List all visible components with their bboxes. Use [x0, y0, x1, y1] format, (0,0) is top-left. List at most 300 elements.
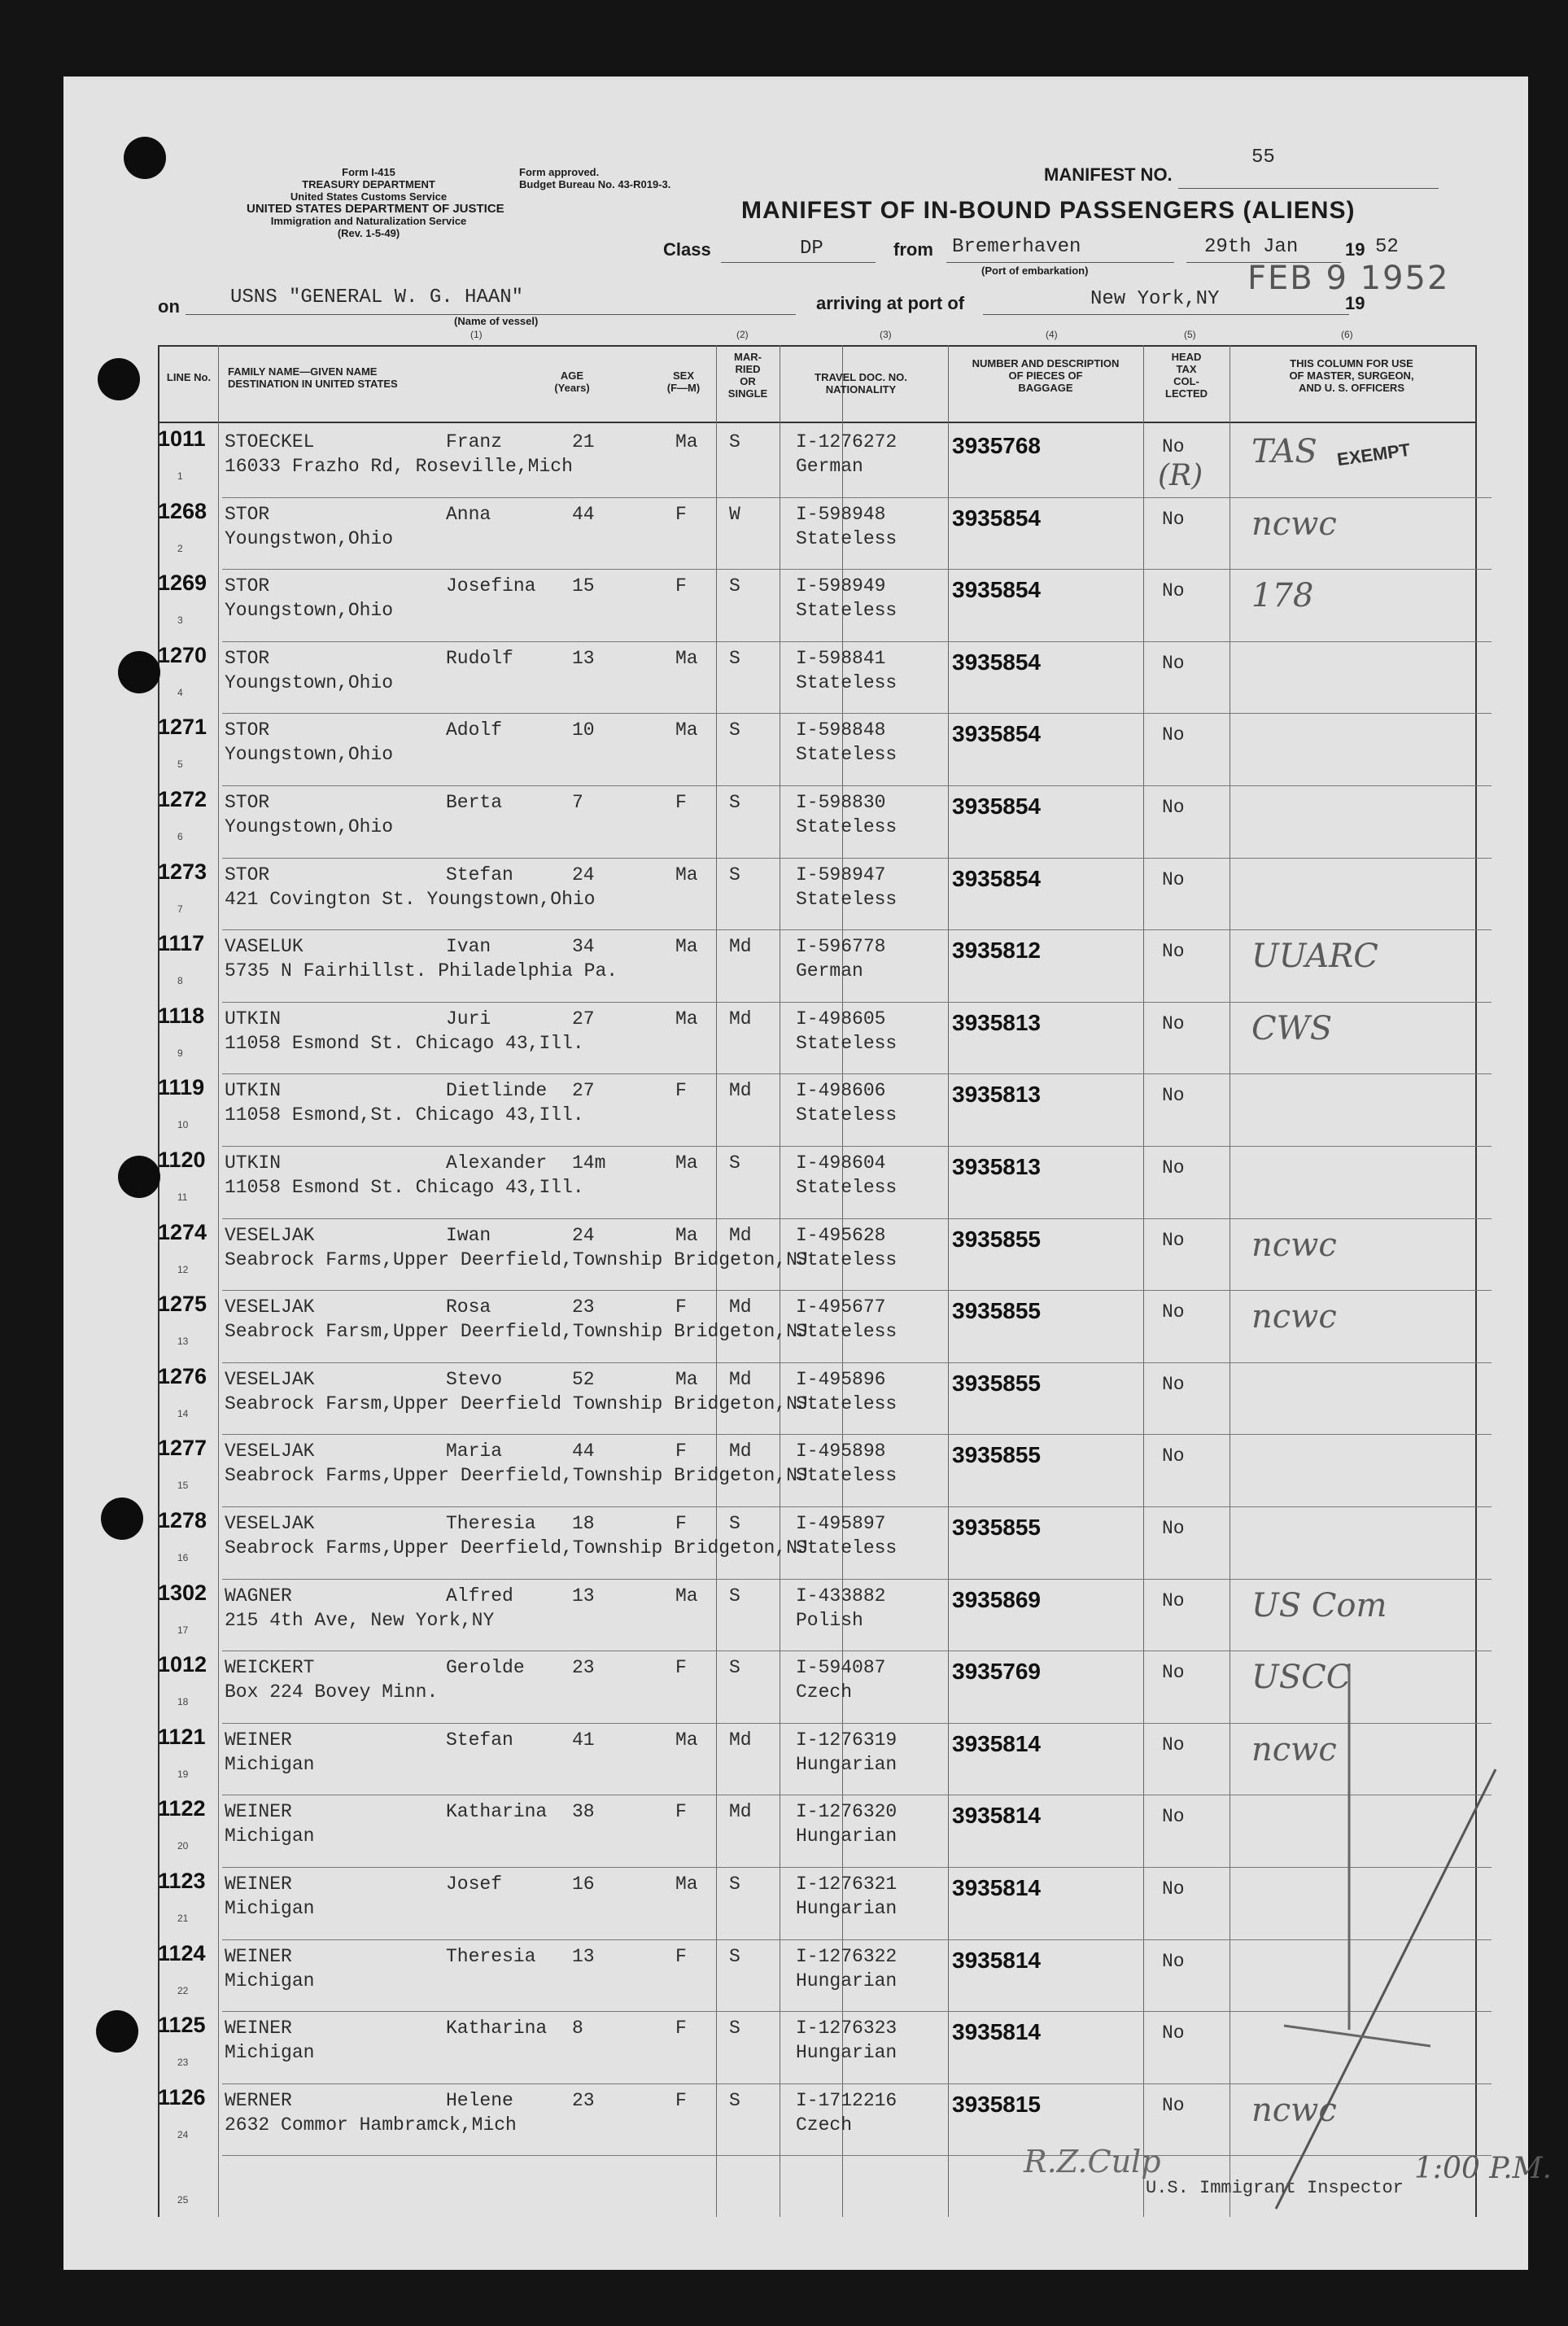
age-value: 13: [572, 1945, 595, 1967]
nationality: Czech: [796, 1681, 853, 1703]
binder-hole: [101, 1497, 143, 1540]
age-value: 23: [572, 1657, 595, 1679]
officer-remark: USCC: [1251, 1659, 1352, 1697]
given-name: Iwan: [446, 1224, 491, 1246]
line-number: 1273: [158, 859, 207, 884]
marital-status: Md: [729, 1296, 752, 1318]
destination: Youngstown,Ohio: [225, 600, 394, 622]
arrival-date-stamp: FEB 9 1952: [1247, 260, 1450, 297]
travel-doc-number: I-1276321: [796, 1873, 898, 1895]
family-name: STOR: [225, 647, 270, 669]
family-name: VESELJAK: [225, 1513, 315, 1534]
travel-doc-number: I-1276320: [796, 1801, 898, 1823]
customs-label: United States Customs Service: [290, 190, 448, 203]
row-number: 10: [177, 1119, 189, 1131]
age-value: 23: [572, 1296, 595, 1318]
travel-doc-number: I-1276323: [796, 2018, 898, 2040]
pencil-marks: [63, 77, 1528, 2270]
age-value: 52: [572, 1368, 595, 1390]
line-number: 1302: [158, 1580, 207, 1605]
marital-status: S: [729, 719, 740, 741]
family-name: STOR: [225, 864, 270, 885]
marital-status: Md: [729, 1441, 752, 1462]
line-number: 1275: [158, 1292, 207, 1317]
given-name: Ivan: [446, 936, 491, 958]
destination: 421 Covington St. Youngstown,Ohio: [225, 888, 596, 910]
line-number: 1270: [158, 642, 207, 667]
family-name: WEINER: [225, 1873, 292, 1895]
marital-status: Md: [729, 1729, 752, 1751]
destination: Seabrock Farsm,Upper Deerfield Township Bridgeton,NJ: [225, 1393, 809, 1414]
marital-status: S: [729, 1585, 740, 1607]
marital-status: S: [729, 1513, 740, 1534]
head-tax-value: No: [1162, 1662, 1185, 1684]
sex-value: Ma: [675, 1585, 698, 1607]
baggage-number: 3935768: [952, 433, 1042, 458]
on-label: on: [158, 296, 180, 317]
travel-doc-number: I-495896: [796, 1368, 886, 1390]
nationality: Stateless: [796, 671, 898, 693]
age-value: 7: [572, 792, 583, 813]
sex-value: Ma: [675, 936, 698, 958]
age-value: 18: [572, 1513, 595, 1534]
destination: Seabrock Farsm,Upper Deerfield,Township Bridgeton,NJ: [225, 1321, 809, 1343]
travel-doc-number: I-433882: [796, 1585, 886, 1607]
family-name: WEINER: [225, 2018, 292, 2040]
line-number: 1268: [158, 498, 207, 523]
officer-remark: TAS: [1251, 433, 1317, 470]
marital-status: Md: [729, 1008, 752, 1030]
binder-hole: [118, 651, 160, 693]
nationality: Polish: [796, 1609, 863, 1631]
age-value: 27: [572, 1080, 595, 1102]
destination: 11058 Esmond,St. Chicago 43,Ill.: [225, 1104, 584, 1126]
travel-doc-number: I-598841: [796, 647, 886, 669]
line-number: 1124: [158, 1940, 206, 1965]
head-tax-value: No: [1162, 1589, 1185, 1611]
head-tax-value: No: [1162, 1085, 1185, 1107]
row-number: 23: [177, 2057, 189, 2069]
nationality: Stateless: [796, 1248, 898, 1270]
row-number: 11: [177, 1191, 188, 1203]
family-name: STOR: [225, 503, 270, 525]
head-tax-value: No: [1162, 1734, 1185, 1755]
line-number: 1123: [158, 1869, 206, 1893]
row-number: 21: [177, 1913, 189, 1924]
head-tax-value: No: [1162, 1878, 1185, 1900]
baggage-number: 3935854: [952, 505, 1042, 531]
line-number: 1125: [158, 2013, 206, 2038]
travel-doc-number: I-495677: [796, 1296, 886, 1318]
arrival-port-value: New York,NY: [1090, 288, 1220, 310]
given-name: Maria: [446, 1441, 503, 1462]
line-number: 1122: [158, 1796, 206, 1821]
family-name: STOR: [225, 575, 270, 597]
head-tax-value: No: [1162, 724, 1185, 746]
header-officers: THIS COLUMN FOR USE OF MASTER, SURGEON, AND U. S. OFFICERS: [1289, 357, 1414, 394]
officer-remark: UUARC: [1251, 938, 1378, 976]
sex-value: F: [675, 1801, 687, 1823]
age-value: 44: [572, 503, 595, 525]
age-value: 24: [572, 1224, 595, 1246]
from-label: from: [893, 239, 933, 260]
class-label: Class: [663, 239, 711, 260]
family-name: UTKIN: [225, 1080, 282, 1102]
nationality: German: [796, 456, 863, 477]
marital-status: S: [729, 864, 740, 885]
row-number: 19: [177, 1768, 189, 1780]
nationality: Stateless: [796, 1393, 898, 1414]
nationality: Hungarian: [796, 1970, 898, 1992]
family-name: WEINER: [225, 1729, 292, 1751]
head-tax-value: No: [1162, 868, 1185, 890]
manifest-no-value: 55: [1251, 146, 1275, 168]
officer-remark: ncwc: [1251, 505, 1337, 543]
manifest-title: MANIFEST OF IN-BOUND PASSENGERS (ALIENS): [741, 197, 1356, 224]
sex-value: Ma: [675, 1008, 698, 1030]
inspector-label: U.S. Immigrant Inspector: [1146, 2178, 1404, 2198]
marital-status: S: [729, 575, 740, 597]
row-number: 9: [177, 1047, 183, 1059]
age-value: 13: [572, 1585, 595, 1607]
age-value: 44: [572, 1441, 595, 1462]
treasury-label: TREASURY DEPARTMENT: [302, 178, 435, 190]
family-name: WEICKERT: [225, 1657, 315, 1679]
marital-status: S: [729, 1152, 740, 1174]
destination: Michigan: [225, 1970, 315, 1992]
given-name: Berta: [446, 792, 503, 813]
destination: Michigan: [225, 1898, 315, 1919]
age-value: 23: [572, 2089, 595, 2111]
given-name: Gerolde: [446, 1657, 525, 1679]
family-name: UTKIN: [225, 1152, 282, 1174]
row-number: 24: [177, 2128, 189, 2140]
header-age: AGE (Years): [554, 369, 590, 394]
row-number: 4: [177, 686, 183, 698]
nationality: Stateless: [796, 888, 898, 910]
nationality: Stateless: [796, 600, 898, 622]
manifest-no-label: MANIFEST NO.: [1044, 164, 1173, 185]
line-number: 1269: [158, 571, 207, 596]
marital-status: S: [729, 792, 740, 813]
sex-value: F: [675, 1513, 687, 1534]
head-tax-value: No: [1162, 1157, 1185, 1178]
baggage-number: 3935854: [952, 794, 1042, 819]
destination: 5735 N Fairhillst. Philadelphia Pa.: [225, 960, 618, 982]
given-name: Rosa: [446, 1296, 491, 1318]
marital-status: W: [729, 503, 740, 525]
head-tax-value: No: [1162, 1806, 1185, 1828]
officer-remark: CWS: [1251, 1009, 1333, 1047]
officer-remark: 178: [1251, 577, 1314, 615]
baggage-number: 3935855: [952, 1370, 1042, 1396]
head-tax-value: No: [1162, 1301, 1185, 1323]
family-name: VASELUK: [225, 936, 304, 958]
given-name: Josef: [446, 1873, 503, 1895]
header-head-tax: HEAD TAX COL- LECTED: [1165, 351, 1208, 400]
pencil-diagonal-stroke: [1276, 1769, 1496, 2209]
form-number: Form I-415: [342, 166, 395, 178]
header-travel-doc: TRAVEL DOC. NO. NATIONALITY: [815, 371, 907, 396]
destination: Seabrock Farms,Upper Deerfield,Township Bridgeton,NJ: [225, 1537, 809, 1559]
destination: Seabrock Farms,Upper Deerfield,Township Bridgeton,NJ: [225, 1248, 809, 1270]
binder-hole: [118, 1156, 160, 1198]
travel-doc-number: I-495897: [796, 1513, 886, 1534]
head-tax-value: No: [1162, 2022, 1185, 2044]
baggage-number: 3935814: [952, 1730, 1042, 1756]
nationality: Stateless: [796, 1537, 898, 1559]
given-name: Alfred: [446, 1585, 513, 1607]
baggage-number: 3935854: [952, 577, 1042, 603]
sex-value: Ma: [675, 864, 698, 885]
line-number: 1277: [158, 1436, 207, 1461]
sex-value: F: [675, 575, 687, 597]
justice-label: UNITED STATES DEPARTMENT OF JUSTICE: [247, 202, 504, 216]
family-name: WEINER: [225, 1801, 292, 1823]
head-tax-value: No: [1162, 1950, 1185, 1972]
line-number: 1271: [158, 715, 207, 740]
destination: Michigan: [225, 2042, 315, 2064]
date-value: 29th Jan: [1204, 236, 1299, 258]
family-name: VESELJAK: [225, 1296, 315, 1318]
given-name: Helene: [446, 2089, 513, 2111]
nationality: Stateless: [796, 1177, 898, 1198]
age-value: 27: [572, 1008, 595, 1030]
nationality: Stateless: [796, 1032, 898, 1054]
sex-value: F: [675, 792, 687, 813]
head-tax-value: No: [1162, 1012, 1185, 1034]
nationality: Stateless: [796, 527, 898, 549]
officer-remark: US Com: [1251, 1586, 1387, 1624]
row-number: 13: [177, 1336, 189, 1348]
given-name: Stefan: [446, 1729, 513, 1751]
nationality: German: [796, 960, 863, 982]
travel-doc-number: I-1276272: [796, 431, 898, 453]
destination: Youngstown,Ohio: [225, 744, 394, 766]
nationality: Hungarian: [796, 2042, 898, 2064]
line-number: 1117: [158, 931, 205, 956]
line-number: 1119: [158, 1075, 205, 1100]
age-value: 13: [572, 647, 595, 669]
year-prefix-2: 19: [1345, 293, 1365, 313]
head-tax-value: No: [1162, 652, 1185, 674]
sex-value: F: [675, 2018, 687, 2040]
baggage-number: 3935854: [952, 721, 1042, 747]
destination: 2632 Commor Hambramck,Mich: [225, 2114, 517, 2136]
travel-doc-number: I-598948: [796, 503, 886, 525]
given-name: Anna: [446, 503, 491, 525]
manifest-sheet: [63, 77, 1552, 2270]
baggage-number: 3935854: [952, 865, 1042, 891]
marital-status: Md: [729, 936, 752, 958]
baggage-number: 3935815: [952, 2091, 1042, 2117]
row-number: 12: [177, 1263, 189, 1275]
baggage-number: 3935814: [952, 1947, 1042, 1973]
destination: Seabrock Farms,Upper Deerfield,Township Bridgeton,NJ: [225, 1465, 809, 1487]
given-name: Stefan: [446, 864, 513, 885]
baggage-number: 3935769: [952, 1659, 1042, 1685]
given-name: Dietlinde: [446, 1080, 548, 1102]
ins-label: Immigration and Naturalization Service: [270, 215, 467, 227]
travel-doc-number: I-1276322: [796, 1945, 898, 1967]
line-number: 1274: [158, 1219, 207, 1244]
year-prefix: 19: [1345, 239, 1365, 260]
col-num-4: (4): [1046, 329, 1058, 340]
travel-doc-number: I-1276319: [796, 1729, 898, 1751]
given-name: Josefina: [446, 575, 536, 597]
officer-remark: ncwc: [1251, 1298, 1337, 1336]
sex-value: F: [675, 2089, 687, 2111]
baggage-number: 3935814: [952, 1803, 1042, 1829]
year-value: 52: [1375, 236, 1399, 258]
travel-doc-number: I-598830: [796, 792, 886, 813]
family-name: WEINER: [225, 1945, 292, 1967]
marital-status: S: [729, 2018, 740, 2040]
travel-doc-number: I-498604: [796, 1152, 886, 1174]
nationality: Stateless: [796, 816, 898, 837]
line-number: 1012: [158, 1652, 207, 1677]
given-name: Theresia: [446, 1945, 536, 1967]
given-name: Katharina: [446, 1801, 548, 1823]
destination: Youngstown,Ohio: [225, 816, 394, 837]
sex-value: Ma: [675, 1368, 698, 1390]
marital-status: Md: [729, 1368, 752, 1390]
destination: Youngstown,Ohio: [225, 671, 394, 693]
given-name: Theresia: [446, 1513, 536, 1534]
sex-value: F: [675, 1296, 687, 1318]
travel-doc-number: I-1712216: [796, 2089, 898, 2111]
marital-status: Md: [729, 1224, 752, 1246]
marital-status: S: [729, 1657, 740, 1679]
sex-value: Ma: [675, 431, 698, 453]
family-name: STOECKEL: [225, 431, 315, 453]
header-line-no: LINE No.: [166, 371, 212, 383]
given-name: Alexander: [446, 1152, 548, 1174]
marital-status: S: [729, 1873, 740, 1895]
nationality: Hungarian: [796, 1825, 898, 1847]
head-tax-value: No: [1162, 1373, 1185, 1395]
binder-hole: [96, 2010, 138, 2053]
family-name: VESELJAK: [225, 1441, 315, 1462]
class-value: DP: [800, 238, 823, 260]
nationality: Stateless: [796, 1465, 898, 1487]
sex-value: F: [675, 503, 687, 525]
nationality: Hungarian: [796, 1753, 898, 1775]
sex-value: Ma: [675, 719, 698, 741]
given-name: Adolf: [446, 719, 503, 741]
destination: 11058 Esmond St. Chicago 43,Ill.: [225, 1032, 584, 1054]
nationality: Stateless: [796, 1104, 898, 1126]
baggage-number: 3935813: [952, 1009, 1042, 1035]
sex-value: F: [675, 1657, 687, 1679]
family-name: WAGNER: [225, 1585, 292, 1607]
line-number: 1126: [158, 2084, 206, 2110]
travel-doc-number: I-598949: [796, 575, 886, 597]
header-married: MAR- RIED OR SINGLE: [727, 351, 768, 400]
age-value: 38: [572, 1801, 595, 1823]
row-number: 8: [177, 975, 183, 987]
row-number: 2: [177, 542, 183, 554]
line-number: 1276: [158, 1363, 207, 1388]
baggage-number: 3935855: [952, 1442, 1042, 1468]
officer-remark: ncwc: [1251, 1730, 1337, 1769]
head-tax-value: No: [1162, 1445, 1185, 1467]
row-number: 7: [177, 903, 183, 915]
age-value: 34: [572, 936, 595, 958]
given-name: Juri: [446, 1008, 491, 1030]
port-embark-caption: (Port of embarkation): [981, 265, 1089, 277]
sex-value: Ma: [675, 1224, 698, 1246]
header-sex: SEX (F—M): [666, 369, 701, 394]
head-tax-value: No: [1162, 941, 1185, 963]
given-name: Rudolf: [446, 647, 513, 669]
age-value: 10: [572, 719, 595, 741]
destination: Michigan: [225, 1825, 315, 1847]
age-value: 15: [572, 575, 595, 597]
family-name: STOR: [225, 719, 270, 741]
line-number: 1011: [158, 426, 206, 451]
line-number: 1121: [158, 1724, 206, 1749]
row-number: 1: [177, 470, 183, 482]
vessel-name: USNS "GENERAL W. G. HAAN": [230, 286, 524, 308]
destination: 16033 Frazho Rd, Roseville,Mich: [225, 456, 573, 477]
vessel-caption: (Name of vessel): [454, 315, 539, 327]
given-name: Stevo: [446, 1368, 503, 1390]
travel-doc-number: I-498605: [796, 1008, 886, 1030]
travel-doc-number: I-598848: [796, 719, 886, 741]
header-name: FAMILY NAME—GIVEN NAME DESTINATION IN UNITED STATES: [228, 365, 398, 390]
nationality: Czech: [796, 2114, 853, 2136]
row-number: 18: [177, 1696, 189, 1708]
head-tax-value: No: [1162, 2094, 1185, 2116]
col-num-1: (1): [470, 329, 483, 340]
binder-hole: [124, 137, 166, 179]
age-value: 24: [572, 864, 595, 885]
sex-value: F: [675, 1945, 687, 1967]
age-value: 8: [572, 2018, 583, 2040]
row-number: 3: [177, 614, 183, 627]
col-num-6: (6): [1341, 329, 1353, 340]
officer-remark: ncwc: [1251, 2091, 1337, 2129]
destination: 11058 Esmond St. Chicago 43,Ill.: [225, 1177, 584, 1198]
row-number: 5: [177, 759, 183, 771]
destination: Box 224 Bovey Minn.: [225, 1681, 439, 1703]
head-tax-value: No: [1162, 508, 1185, 530]
age-value: 16: [572, 1873, 595, 1895]
exempt-stamp: EXEMPT: [1335, 439, 1412, 470]
pencil-horizontal-stroke: [1284, 2026, 1430, 2046]
line-number: 1272: [158, 787, 207, 811]
nationality: Stateless: [796, 744, 898, 766]
family-name: VESELJAK: [225, 1368, 315, 1390]
destination: 215 4th Ave, New York,NY: [225, 1609, 495, 1631]
family-name: VESELJAK: [225, 1224, 315, 1246]
head-tax-value: No: [1162, 1518, 1185, 1539]
row-number: 22: [177, 1984, 189, 1996]
time-note: 1:00 P.M.: [1414, 2152, 1552, 2185]
baggage-number: 3935854: [952, 649, 1042, 675]
age-value: 14m: [572, 1152, 606, 1174]
arriving-label: arriving at port of: [816, 293, 965, 313]
col-num-2: (2): [736, 329, 749, 340]
head-tax-value: No: [1162, 797, 1185, 818]
line-number: 1120: [158, 1148, 206, 1172]
budget-label: Budget Bureau No. 43-R019-3.: [519, 178, 671, 190]
rev-label: (Rev. 1-5-49): [337, 227, 400, 239]
travel-doc-number: I-596778: [796, 936, 886, 958]
destination: Youngstwon,Ohio: [225, 527, 394, 549]
marital-status: S: [729, 647, 740, 669]
